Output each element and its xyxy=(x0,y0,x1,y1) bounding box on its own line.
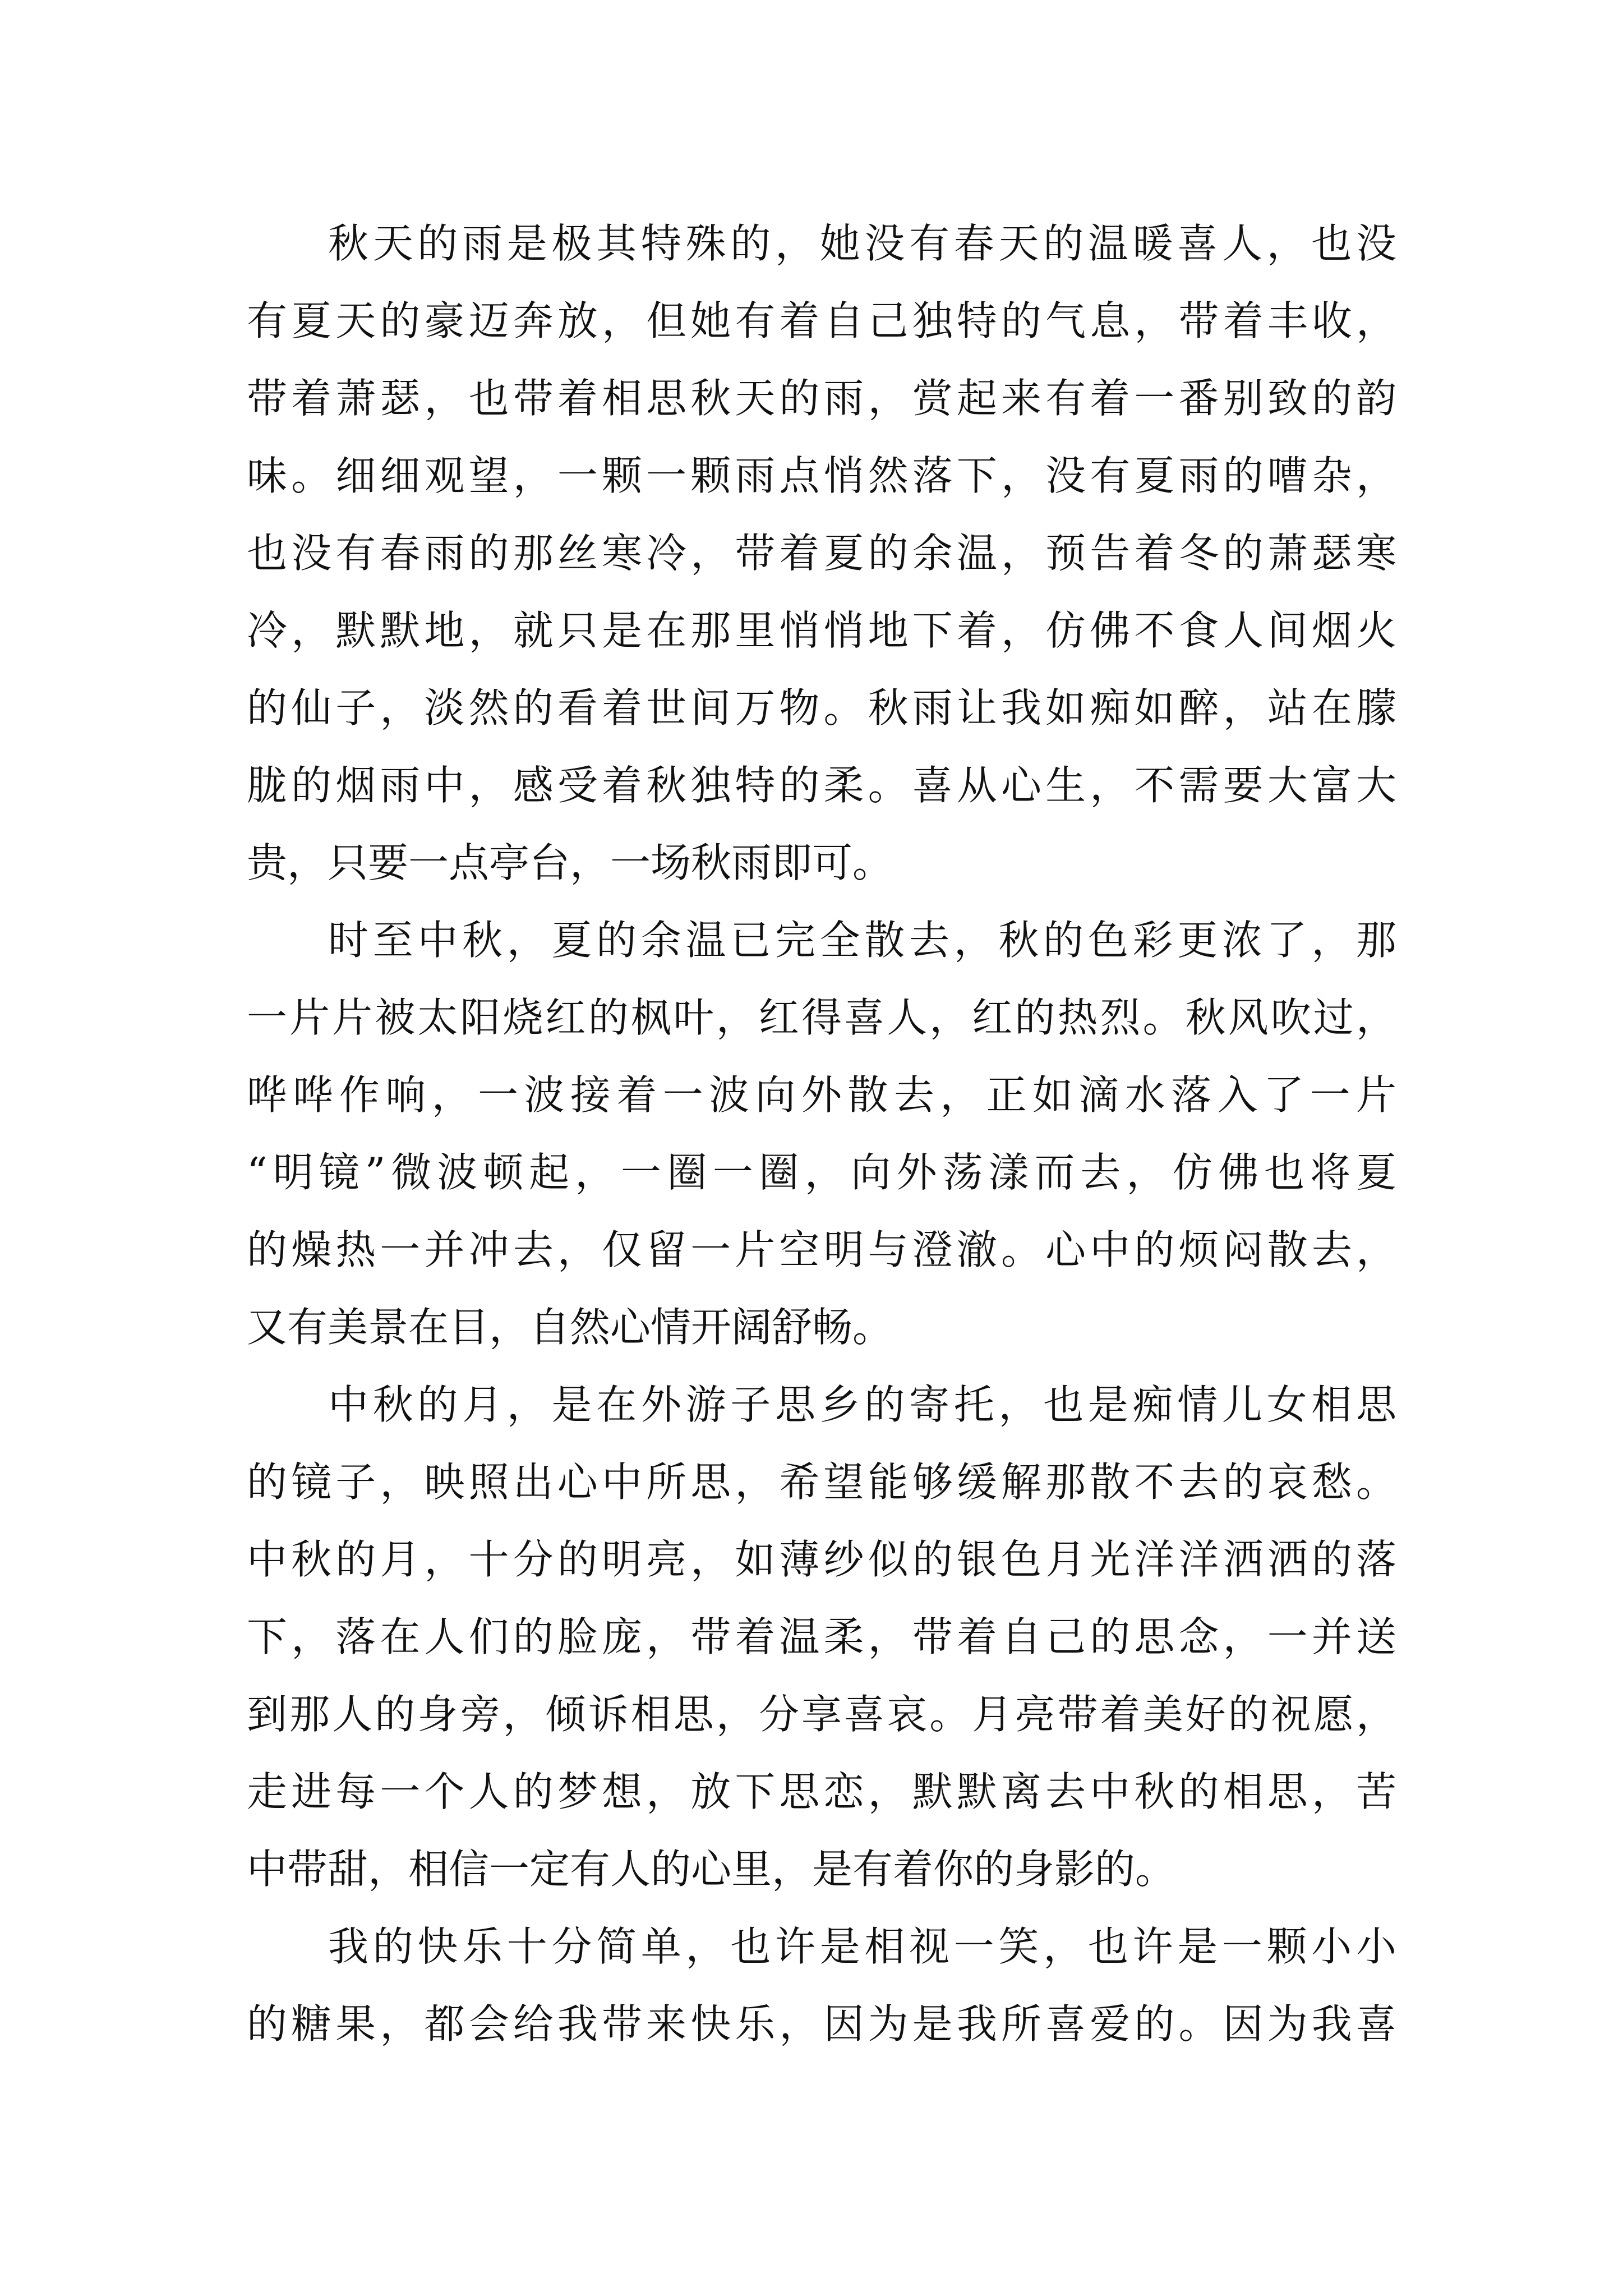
text-line: 中秋的月，十分的明亮，如薄纱似的银色月光洋洋洒洒的落 xyxy=(247,1536,1396,1583)
paragraph-2 xyxy=(247,901,1396,1366)
document-body xyxy=(247,205,1396,2063)
text-line: 中秋的月，是在外游子思乡的寄托，也是痴情儿女相思 xyxy=(328,1381,1396,1428)
text-line: 到那人的身旁，倾诉相思，分享喜哀。月亮带着美好的祝愿， xyxy=(247,1691,1396,1738)
text-line: 的仙子，淡然的看着世间万物。秋雨让我如痴如醉，站在朦 xyxy=(247,684,1396,731)
text-line: 贵，只要一点亭台，一场秋雨即可。 xyxy=(247,839,893,886)
text-line: 又有美景在目，自然心情开阔舒畅。 xyxy=(247,1304,893,1351)
text-line: 哗哗作响，一波接着一波向外散去，正如滴水落入了一片 xyxy=(247,1071,1396,1119)
text-line: 一片片被太阳烧红的枫叶，红得喜人，红的热烈。秋风吹过， xyxy=(247,994,1396,1041)
text-line: 时至中秋，夏的余温已完全散去，秋的色彩更浓了，那 xyxy=(328,917,1396,964)
text-line: 味。细细观望，一颗一颗雨点悄然落下，没有夏雨的嘈杂， xyxy=(247,452,1396,499)
text-line: 的糖果，都会给我带来快乐，因为是我所喜爱的。因为我喜 xyxy=(247,2000,1396,2047)
text-line: 下，落在人们的脸庞，带着温柔，带着自己的思念，一并送 xyxy=(247,1613,1396,1660)
text-line: 胧的烟雨中，感受着秋独特的柔。喜从心生，不需要大富大 xyxy=(247,762,1396,809)
text-line: 冷，默默地，就只是在那里悄悄地下着，仿佛不食人间烟火 xyxy=(247,607,1396,654)
text-line: 的镜子，映照出心中所思，希望能够缓解那散不去的哀愁。 xyxy=(247,1458,1396,1506)
text-line: 也没有春雨的那丝寒冷，带着夏的余温，预告着冬的萧瑟寒 xyxy=(247,530,1396,577)
text-line: 的燥热一并冲去，仅留一片空明与澄澈。心中的烦闷散去， xyxy=(247,1226,1396,1273)
text-line: 秋天的雨是极其特殊的，她没有春天的温暖喜人，也没 xyxy=(328,220,1396,267)
text-line: 我的快乐十分简单，也许是相视一笑，也许是一颗小小 xyxy=(328,1923,1396,1970)
text-line: 走进每一个人的梦想，放下思恋，默默离去中秋的相思，苦 xyxy=(247,1768,1396,1815)
text-line: 中带甜，相信一定有人的心里，是有着你的身影的。 xyxy=(247,1846,1176,1893)
text-line: “明镜”微波顿起，一圈一圈，向外荡漾而去，仿佛也将夏 xyxy=(247,1149,1396,1196)
text-line: 有夏天的豪迈奔放，但她有着自己独特的气息，带着丰收， xyxy=(247,297,1396,344)
text-line: 带着萧瑟，也带着相思秋天的雨，赏起来有着一番别致的韵 xyxy=(247,375,1396,422)
paragraph-1 xyxy=(247,205,1396,901)
paragraph-3 xyxy=(247,1366,1396,1908)
paragraph-4 xyxy=(247,1908,1396,2063)
